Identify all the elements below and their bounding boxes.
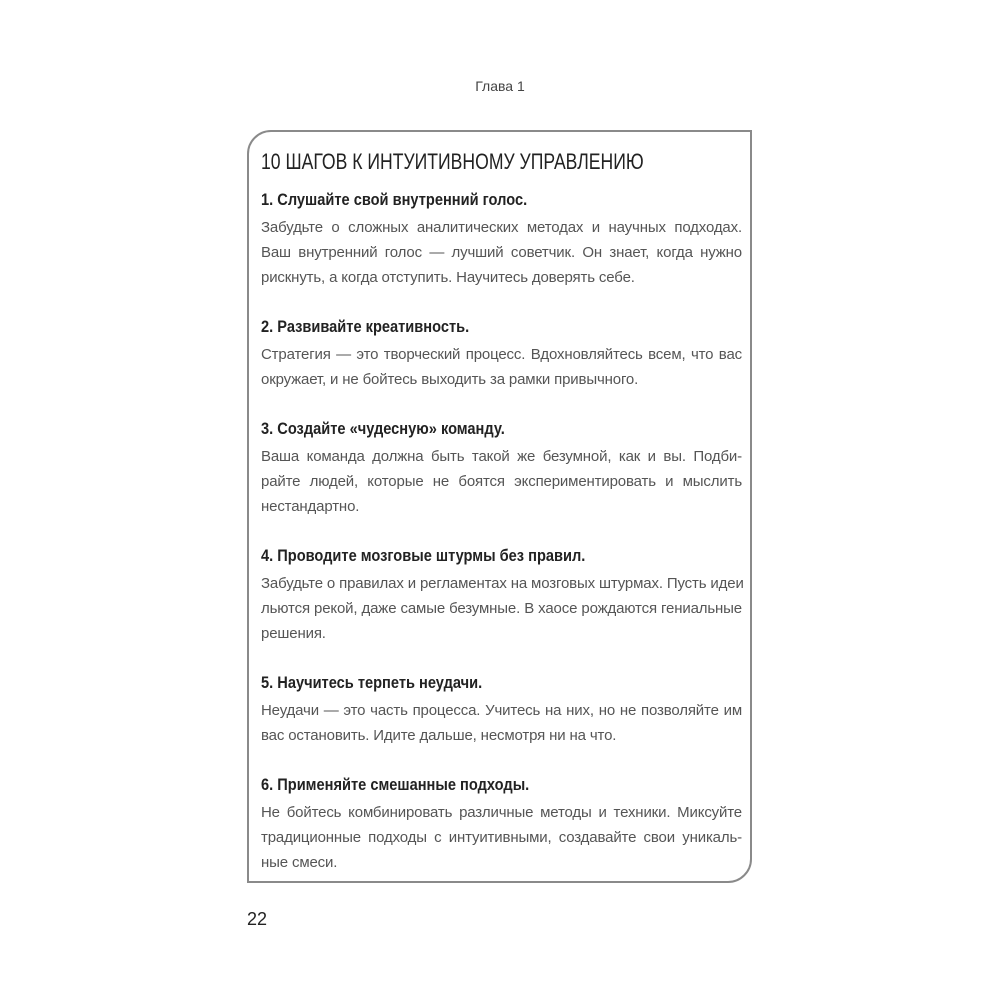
step-heading-text: 4. Проводите мозговые штурмы без правил. bbox=[261, 546, 586, 565]
step-heading bbox=[261, 541, 742, 571]
step-3 bbox=[261, 414, 742, 519]
step-body-line: Неудачи — это часть процесса. Учитесь на них, но не позволяйте им bbox=[261, 702, 742, 719]
step-heading bbox=[261, 668, 742, 698]
step-body-line: вас остановить. Идите дальше, несмотря ни на что. bbox=[261, 727, 617, 744]
step-heading bbox=[261, 414, 742, 444]
step-heading-text: 1. Слушайте свой внутренний голос. bbox=[261, 190, 528, 209]
step-6 bbox=[261, 770, 742, 875]
box-content bbox=[261, 145, 742, 875]
step-body-line: ные смеси. bbox=[261, 854, 338, 871]
box-title-text: 10 ШАГОВ К ИНТУИТИВНОМУ УПРАВЛЕНИЮ bbox=[261, 149, 644, 174]
step-1 bbox=[261, 185, 742, 290]
running-head: Глава 1 bbox=[475, 78, 525, 94]
step-heading bbox=[261, 770, 742, 800]
step-body-line: нестандартно. bbox=[261, 498, 360, 515]
step-heading-text: 6. Применяйте смешанные подходы. bbox=[261, 775, 530, 794]
step-2 bbox=[261, 312, 742, 392]
step-body-line: Ваша команда должна быть такой же безумной, как и вы. Подби- bbox=[261, 448, 742, 465]
step-heading bbox=[261, 312, 742, 342]
step-heading-text: 2. Развивайте креативность. bbox=[261, 317, 470, 336]
step-5 bbox=[261, 668, 742, 748]
step-body-line: традиционные подходы с интуитивными, создавайте свои уникаль- bbox=[261, 829, 742, 846]
step-4 bbox=[261, 541, 742, 646]
step-body-line: Забудьте о сложных аналитических методах и научных подходах. bbox=[261, 219, 742, 236]
step-body-line: рискнуть, а когда отступить. Научитесь доверять себе. bbox=[261, 269, 635, 286]
step-body-line: райте людей, которые не боятся экспериментировать и мыслить bbox=[261, 473, 742, 490]
step-body-line: льются рекой, даже самые безумные. В хаосе рождаются гениальные bbox=[261, 600, 742, 617]
step-body-line: Не бойтесь комбинировать различные методы и техники. Миксуйте bbox=[261, 804, 742, 821]
step-heading bbox=[261, 185, 742, 215]
step-body-line: Стратегия — это творческий процесс. Вдохновляйтесь всем, что вас bbox=[261, 346, 742, 363]
step-body-line: Забудьте о правилах и регламентах на мозговых штурмах. Пусть идеи bbox=[261, 575, 744, 592]
sidebar-box bbox=[247, 130, 752, 883]
step-heading-text: 3. Создайте «чудесную» команду. bbox=[261, 419, 505, 438]
step-body-line: Ваш внутренний голос — лучший советчик. Он знает, когда нужно bbox=[261, 244, 742, 261]
step-body-line: окружает, и не бойтесь выходить за рамки привычного. bbox=[261, 371, 639, 388]
step-heading-text: 5. Научитесь терпеть неудачи. bbox=[261, 673, 483, 692]
step-body-line: решения. bbox=[261, 625, 326, 642]
page-number: 22 bbox=[247, 909, 268, 929]
box-title bbox=[261, 145, 742, 179]
